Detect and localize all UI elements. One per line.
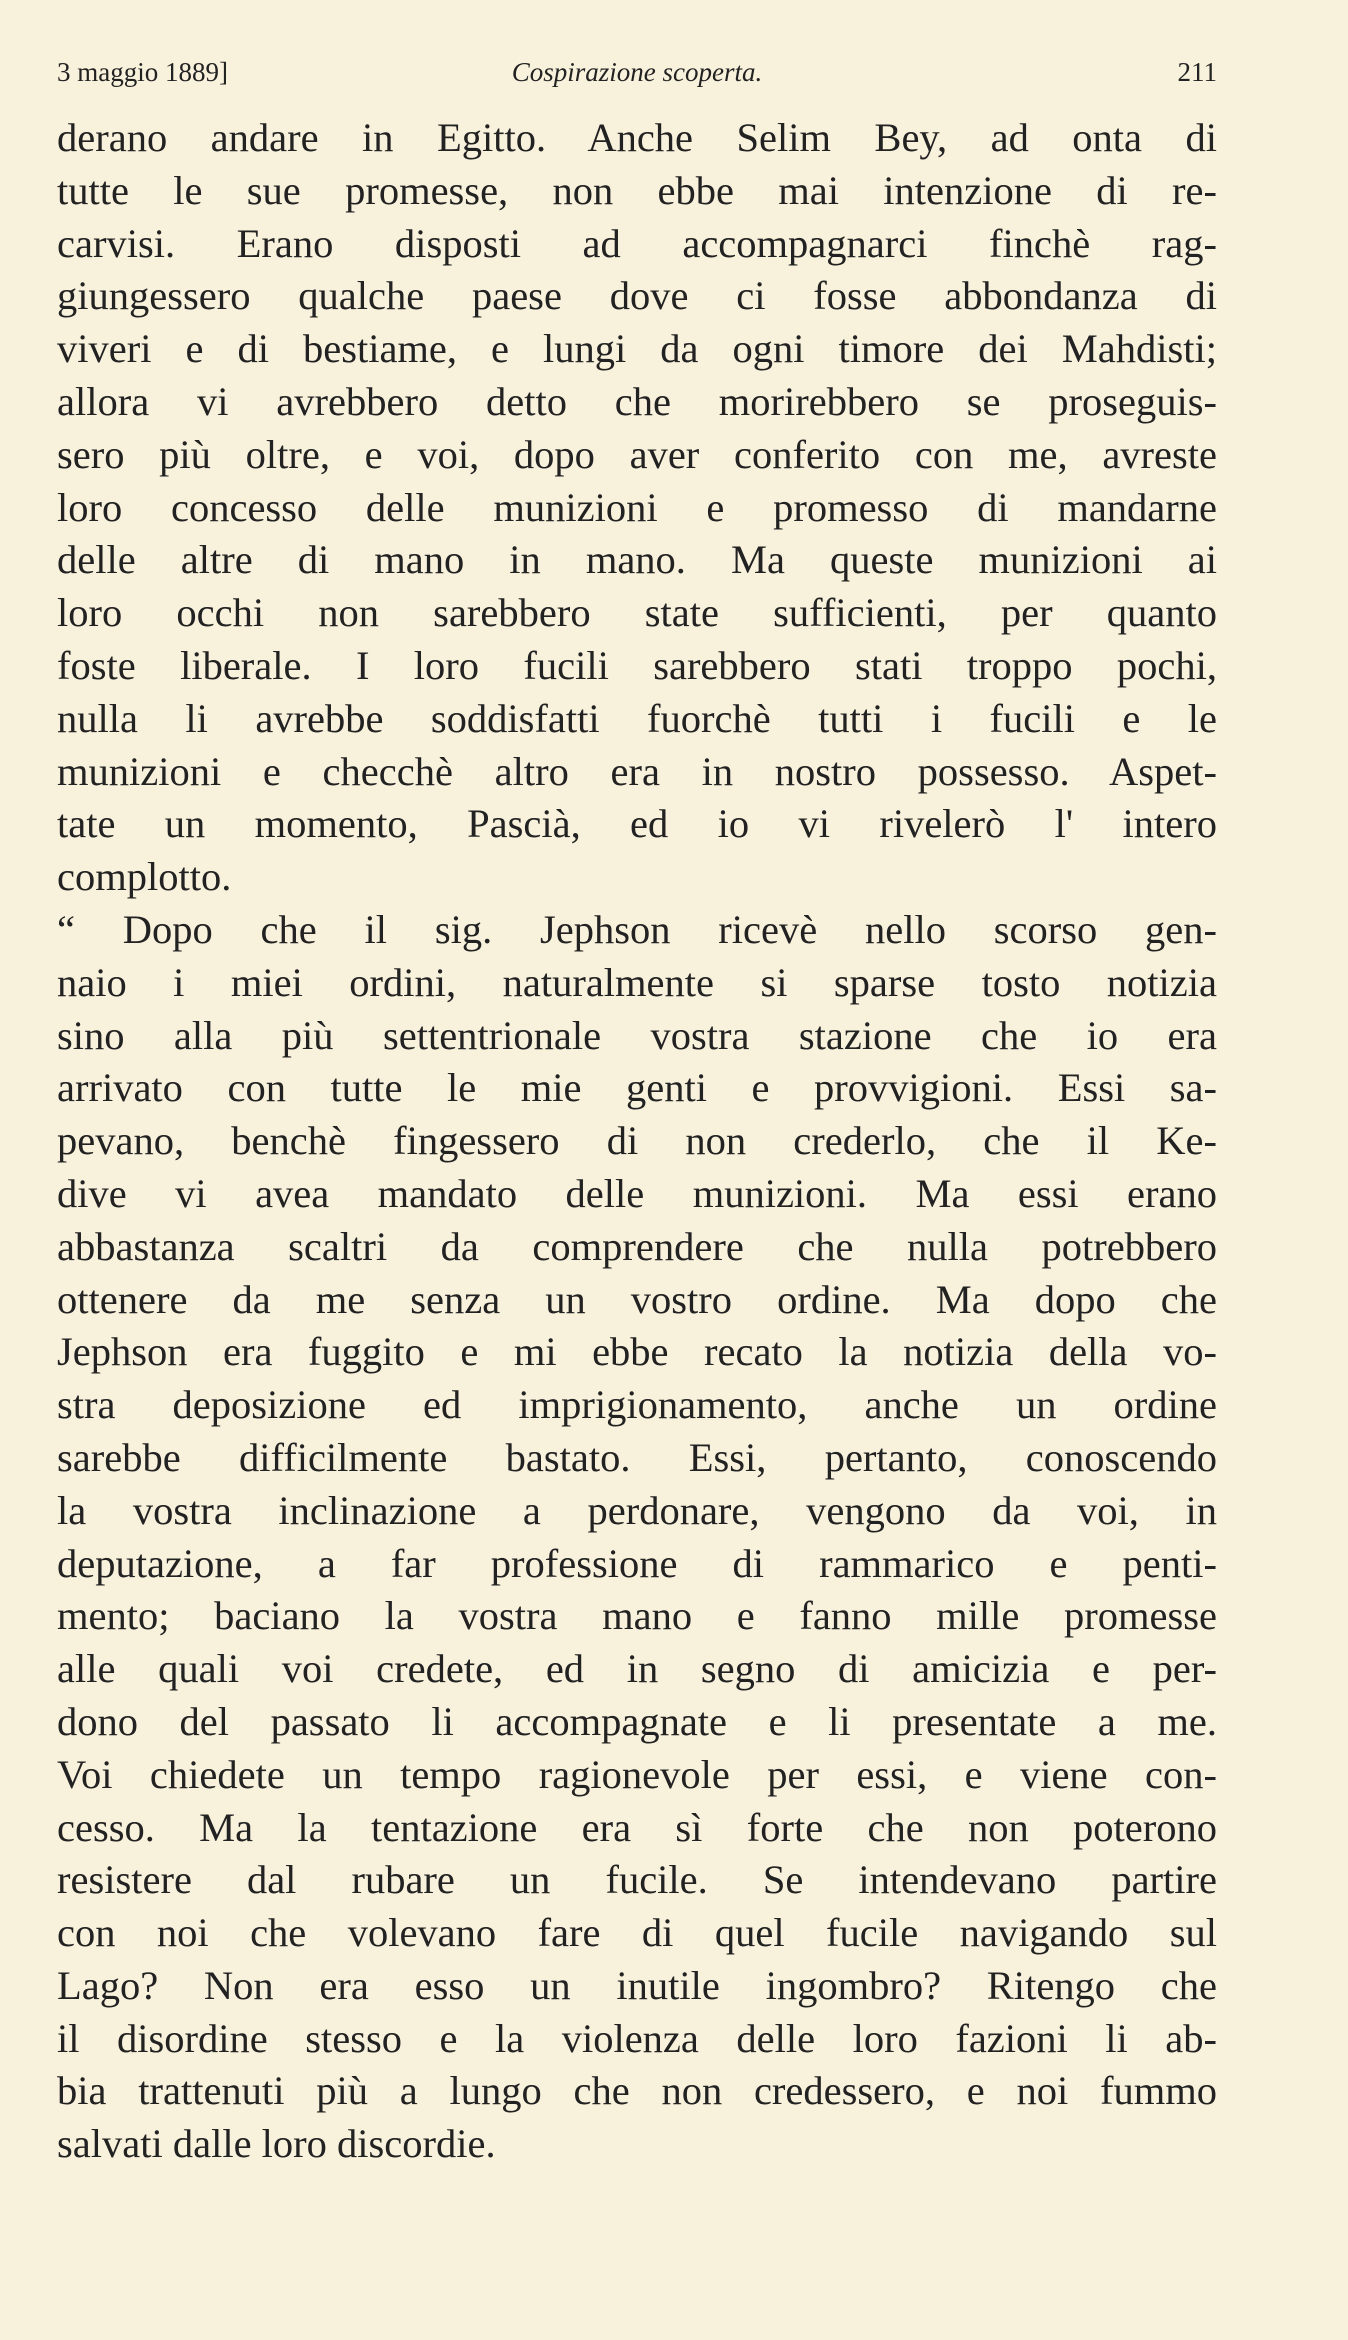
text-line: giungessero qualche paese dove ci fosse abbondanza di xyxy=(57,273,1217,319)
text-line: tutte le sue promesse, non ebbe mai intenzione di re- xyxy=(57,167,1217,213)
text-line: Lago? Non era esso un inutile ingombro? Ritengo che xyxy=(57,1962,1217,2008)
text-line: viveri e di bestiame, e lungi da ogni timore dei Mahdisti; xyxy=(57,326,1217,372)
text-line: delle altre di mano in mano. Ma queste munizioni ai xyxy=(57,537,1217,583)
text-line: naio i miei ordini, naturalmente si sparse tosto notizia xyxy=(57,959,1217,1005)
body-text xyxy=(57,112,1217,2171)
text-line: abbastanza scaltri da comprendere che nulla potrebbero xyxy=(57,1223,1217,1269)
text-line: alle quali voi credete, ed in segno di amicizia e per- xyxy=(57,1646,1217,1692)
text-line: sero più oltre, e voi, dopo aver conferito con me, avreste xyxy=(57,431,1217,477)
text-line: cesso. Ma la tentazione era sì forte che non poterono xyxy=(57,1804,1217,1850)
text-line: la vostra inclinazione a perdonare, vengono da voi, in xyxy=(57,1487,1217,1533)
text-line: sino alla più settentrionale vostra stazione che io era xyxy=(57,1012,1217,1058)
text-line: Voi chiedete un tempo ragionevole per essi, e viene con- xyxy=(57,1751,1217,1797)
text-line: “ Dopo che il sig. Jephson ricevè nello scorso gen- xyxy=(57,906,1217,952)
text-line: dono del passato li accompagnate e li presentate a me. xyxy=(57,1698,1217,1744)
text-line: arrivato con tutte le mie genti e provvigioni. Essi sa- xyxy=(57,1065,1217,1111)
text-line: con noi che volevano fare di quel fucile navigando sul xyxy=(57,1910,1217,1956)
text-line: loro occhi non sarebbero state sufficienti, per quanto xyxy=(57,590,1217,636)
text-line: stra deposizione ed imprigionamento, anche un ordine xyxy=(57,1382,1217,1428)
running-header xyxy=(57,52,1217,92)
text-line: Jephson era fuggito e mi ebbe recato la notizia della vo- xyxy=(57,1329,1217,1375)
text-line: mento; baciano la vostra mano e fanno mille promesse xyxy=(57,1593,1217,1639)
text-line: ottenere da me senza un vostro ordine. Ma dopo che xyxy=(57,1276,1217,1322)
text-line: loro concesso delle munizioni e promesso di mandarne xyxy=(57,484,1217,530)
text-line: munizioni e checchè altro era in nostro possesso. Aspet- xyxy=(57,748,1217,794)
text-line: il disordine stesso e la violenza delle loro fazioni li ab- xyxy=(57,2015,1217,2061)
text-line: pevano, benchè fingessero di non crederlo, che il Ke- xyxy=(57,1118,1217,1164)
text-line: salvati dalle loro discordie. xyxy=(57,2121,496,2167)
text-line: tate un momento, Pascià, ed io vi rivelerò l' intero xyxy=(57,801,1217,847)
header-title: Cospirazione scoperta. xyxy=(511,57,763,87)
text-line: allora vi avrebbero detto che morirebbero se proseguis- xyxy=(57,378,1217,424)
text-line: deputazione, a far professione di rammarico e penti- xyxy=(57,1540,1217,1586)
page-number: 211 xyxy=(1177,57,1217,87)
text-line: bia trattenuti più a lungo che non credessero, e noi fummo xyxy=(57,2068,1217,2114)
text-line: nulla li avrebbe soddisfatti fuorchè tutti i fucili e le xyxy=(57,695,1217,741)
book-page xyxy=(57,52,1217,2171)
text-line: resistere dal rubare un fucile. Se intendevano partire xyxy=(57,1857,1217,1903)
text-line: dive vi avea mandato delle munizioni. Ma essi erano xyxy=(57,1170,1217,1216)
header-date: 3 maggio 1889] xyxy=(57,57,228,87)
text-line: sarebbe difficilmente bastato. Essi, pertanto, conoscendo xyxy=(57,1434,1217,1480)
text-line: complotto. xyxy=(57,854,232,900)
text-line: foste liberale. I loro fucili sarebbero stati troppo pochi, xyxy=(57,642,1217,688)
text-line: derano andare in Egitto. Anche Selim Bey, ad onta di xyxy=(57,115,1217,160)
text-line: carvisi. Erano disposti ad accompagnarci finchè rag- xyxy=(57,220,1217,266)
